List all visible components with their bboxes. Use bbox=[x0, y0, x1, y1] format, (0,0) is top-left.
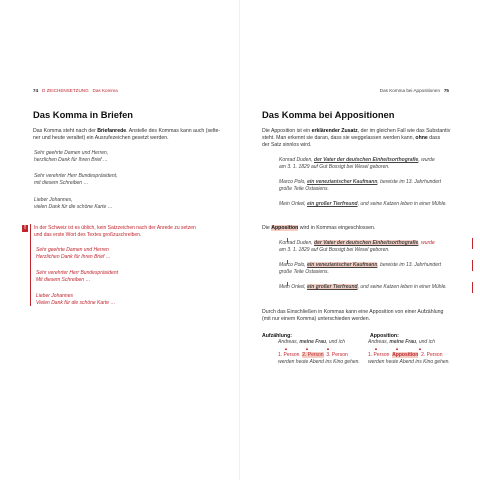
intro-text: ner und heute veraltet) ein Ausrufezeichen gesetzt werden. bbox=[33, 135, 169, 142]
example-text: , bereiste im 13. Jahrhundert bbox=[377, 179, 442, 185]
highlighted-example bbox=[279, 284, 447, 291]
compare-line: Durch das Einschließen in Kommas kann eine Apposition von einer Aufzählung bbox=[262, 309, 444, 315]
rule-bold: Apposition bbox=[271, 225, 299, 231]
apposition-persons bbox=[368, 352, 442, 359]
comma-mark: , wurde bbox=[418, 240, 435, 246]
example-text: , und ich bbox=[416, 339, 435, 345]
note-rule bbox=[30, 224, 31, 306]
running-head-section: D ZEICHENSETZUNG bbox=[41, 88, 89, 93]
person-label: 1. Person bbox=[368, 352, 390, 358]
arrow-up-icon: ▲ bbox=[395, 346, 399, 351]
example-line: Vielen Dank für die schöne Karte … bbox=[36, 300, 116, 306]
example-line: vielen Dank für die schöne Karte … bbox=[34, 204, 113, 210]
rule-text: wird in Kommas eingeschlossen. bbox=[298, 225, 376, 231]
right-running-head bbox=[380, 88, 449, 93]
enumeration-tail: werden heute Abend ins Kino gehen. bbox=[278, 359, 360, 365]
example-text: am 3. 1. 1829 auf Gut Bossigt bei Wesel geboren. bbox=[279, 247, 390, 253]
intro-bold: Briefanrede bbox=[97, 128, 127, 134]
highlighted-example bbox=[279, 240, 435, 254]
right-heading: Das Komma bei Appositionen bbox=[262, 109, 395, 120]
arrow-up-icon: ▲ bbox=[305, 346, 309, 351]
example-text: große Teile Ostasiens. bbox=[279, 186, 329, 192]
person-label: 2. Person bbox=[302, 352, 324, 358]
enumeration-label: Aufzählung: bbox=[262, 333, 292, 339]
note-line: und das erste Wort des Textes großzuschreiben. bbox=[34, 232, 142, 239]
margin-bar bbox=[472, 282, 473, 293]
example-text: Konrad Duden, bbox=[279, 240, 315, 246]
arrow-up-icon: ▲ bbox=[326, 346, 330, 351]
compare-text bbox=[262, 309, 476, 323]
intro-text: steht. Man erkennt sie daran, dass sie weggelassen werden kann, bbox=[262, 135, 416, 142]
comma-marker bbox=[287, 282, 288, 286]
intro-bold: ohne bbox=[415, 135, 428, 142]
example-text: Konrad Duden, bbox=[279, 157, 315, 163]
running-head-topic: Das Komma bei Appositionen bbox=[379, 88, 441, 93]
example-line: Sehr verehrter Herr Bundespräsident bbox=[36, 270, 118, 276]
comma-rule bbox=[262, 225, 375, 232]
note-line: In der Schweiz ist es üblich, kein Satzzeichen nach der Anrede zu setzen bbox=[34, 225, 196, 231]
swiss-example bbox=[36, 270, 118, 284]
letter-example bbox=[34, 197, 113, 211]
apposition-example bbox=[279, 201, 447, 208]
example-text: , und seine Katzen leben in einer Mühle. bbox=[357, 284, 447, 290]
example-line: Sehr geehrte Damen und Herren, bbox=[34, 150, 109, 156]
enumeration-persons bbox=[278, 352, 348, 359]
apposition-compare-example bbox=[368, 339, 435, 346]
example-line: Herzlichen Dank für Ihren Brief … bbox=[36, 254, 111, 260]
apposition-tail: werden heute Abend ins Kino gehen. bbox=[368, 359, 450, 365]
intro-text: dass bbox=[427, 135, 441, 142]
letter-example bbox=[34, 173, 117, 187]
example-line: Sehr verehrter Herr Bundespräsident, bbox=[34, 173, 118, 179]
example-line: mit diesem Schreiben … bbox=[34, 180, 89, 186]
comma-marker bbox=[287, 260, 288, 264]
example-bold: meine Frau bbox=[389, 339, 417, 345]
intro-text: , der im gleichen Fall wie das Substantiv bbox=[357, 128, 451, 134]
intro-text: der Satz sinnlos wird. bbox=[262, 142, 312, 149]
exclamation-icon: ! bbox=[24, 225, 26, 231]
intro-bold: erklärender Zusatz bbox=[311, 128, 358, 134]
swiss-note-text bbox=[34, 225, 238, 240]
person-label: 1. Person bbox=[278, 352, 300, 358]
right-page bbox=[240, 0, 480, 480]
example-text: Mein Onkel, bbox=[279, 284, 308, 290]
example-text: Andreas, bbox=[278, 339, 300, 345]
swiss-example bbox=[36, 247, 111, 261]
intro-text: Das Komma steht nach der bbox=[33, 128, 98, 134]
apposition-example bbox=[279, 179, 441, 193]
rule-text: Die bbox=[262, 225, 272, 231]
apposition-label: Apposition: bbox=[370, 333, 399, 339]
apposition-phrase: ein venezianischer Kaufmann bbox=[307, 179, 378, 185]
example-text: Marco Polo, bbox=[279, 262, 308, 268]
left-heading: Das Komma in Briefen bbox=[33, 109, 134, 120]
left-intro bbox=[33, 128, 233, 142]
arrow-up-icon: ▲ bbox=[418, 346, 422, 351]
person-label: 2. Person bbox=[421, 352, 443, 358]
apposition-tag: Apposition bbox=[392, 352, 419, 358]
example-text: , wurde bbox=[418, 157, 435, 163]
highlighted-example bbox=[279, 262, 441, 276]
example-line: Mit diesem Schreiben … bbox=[36, 277, 91, 283]
running-head-topic: Das Komma bbox=[92, 88, 118, 93]
margin-bar bbox=[472, 238, 473, 249]
example-line: Lieber Johannes bbox=[36, 293, 73, 299]
apposition-phrase: der Vater der deutschen Einheitsorthografie bbox=[314, 240, 419, 246]
apposition-phrase: ein venezianischer Kaufmann bbox=[307, 262, 378, 268]
right-page-number: 75 bbox=[443, 88, 449, 93]
apposition-phrase: ein großer Tierfreund bbox=[307, 201, 358, 207]
example-text: Mein Onkel, bbox=[279, 201, 308, 207]
example-bold: meine Frau bbox=[299, 339, 327, 345]
apposition-phrase: ein großer Tierfreund bbox=[307, 284, 358, 290]
example-text: große Teile Ostasiens. bbox=[279, 269, 329, 275]
enumeration-example bbox=[278, 339, 345, 346]
arrow-up-icon: ▲ bbox=[374, 346, 378, 351]
example-text: , und ich bbox=[326, 339, 345, 345]
left-page-number: 74 bbox=[33, 88, 39, 93]
apposition-example bbox=[279, 157, 435, 171]
letter-example bbox=[34, 150, 108, 164]
example-line: herzlichen Dank für Ihren Brief … bbox=[34, 157, 108, 163]
left-running-head bbox=[33, 88, 118, 93]
person-label: 3. Person bbox=[326, 352, 348, 358]
intro-text: Die Apposition ist ein bbox=[262, 128, 312, 134]
example-line: Sehr geehrte Damen und Herren bbox=[36, 247, 109, 253]
apposition-phrase: der Vater der deutschen Einheitsorthografie bbox=[314, 157, 419, 163]
compare-line: (mit nur einem Komma) unterschieden werden. bbox=[262, 316, 371, 323]
swiss-example bbox=[36, 293, 115, 307]
example-text: , und seine Katzen leben in einer Mühle. bbox=[357, 201, 447, 207]
example-text: am 3. 1. 1829 auf Gut Bossigt bei Wesel geboren. bbox=[279, 164, 390, 170]
right-intro bbox=[262, 128, 472, 150]
example-text: Marco Polo, bbox=[279, 179, 308, 185]
intro-text: . Anstelle des Kommas kann auch (selte- bbox=[126, 128, 221, 134]
example-text: , bereiste im 13. Jahrhundert bbox=[377, 262, 442, 268]
example-text: Andreas, bbox=[368, 339, 390, 345]
example-line: Lieber Johannes, bbox=[34, 197, 73, 203]
comma-marker bbox=[287, 238, 288, 242]
margin-bar bbox=[472, 260, 473, 271]
arrow-up-icon: ▲ bbox=[284, 346, 288, 351]
